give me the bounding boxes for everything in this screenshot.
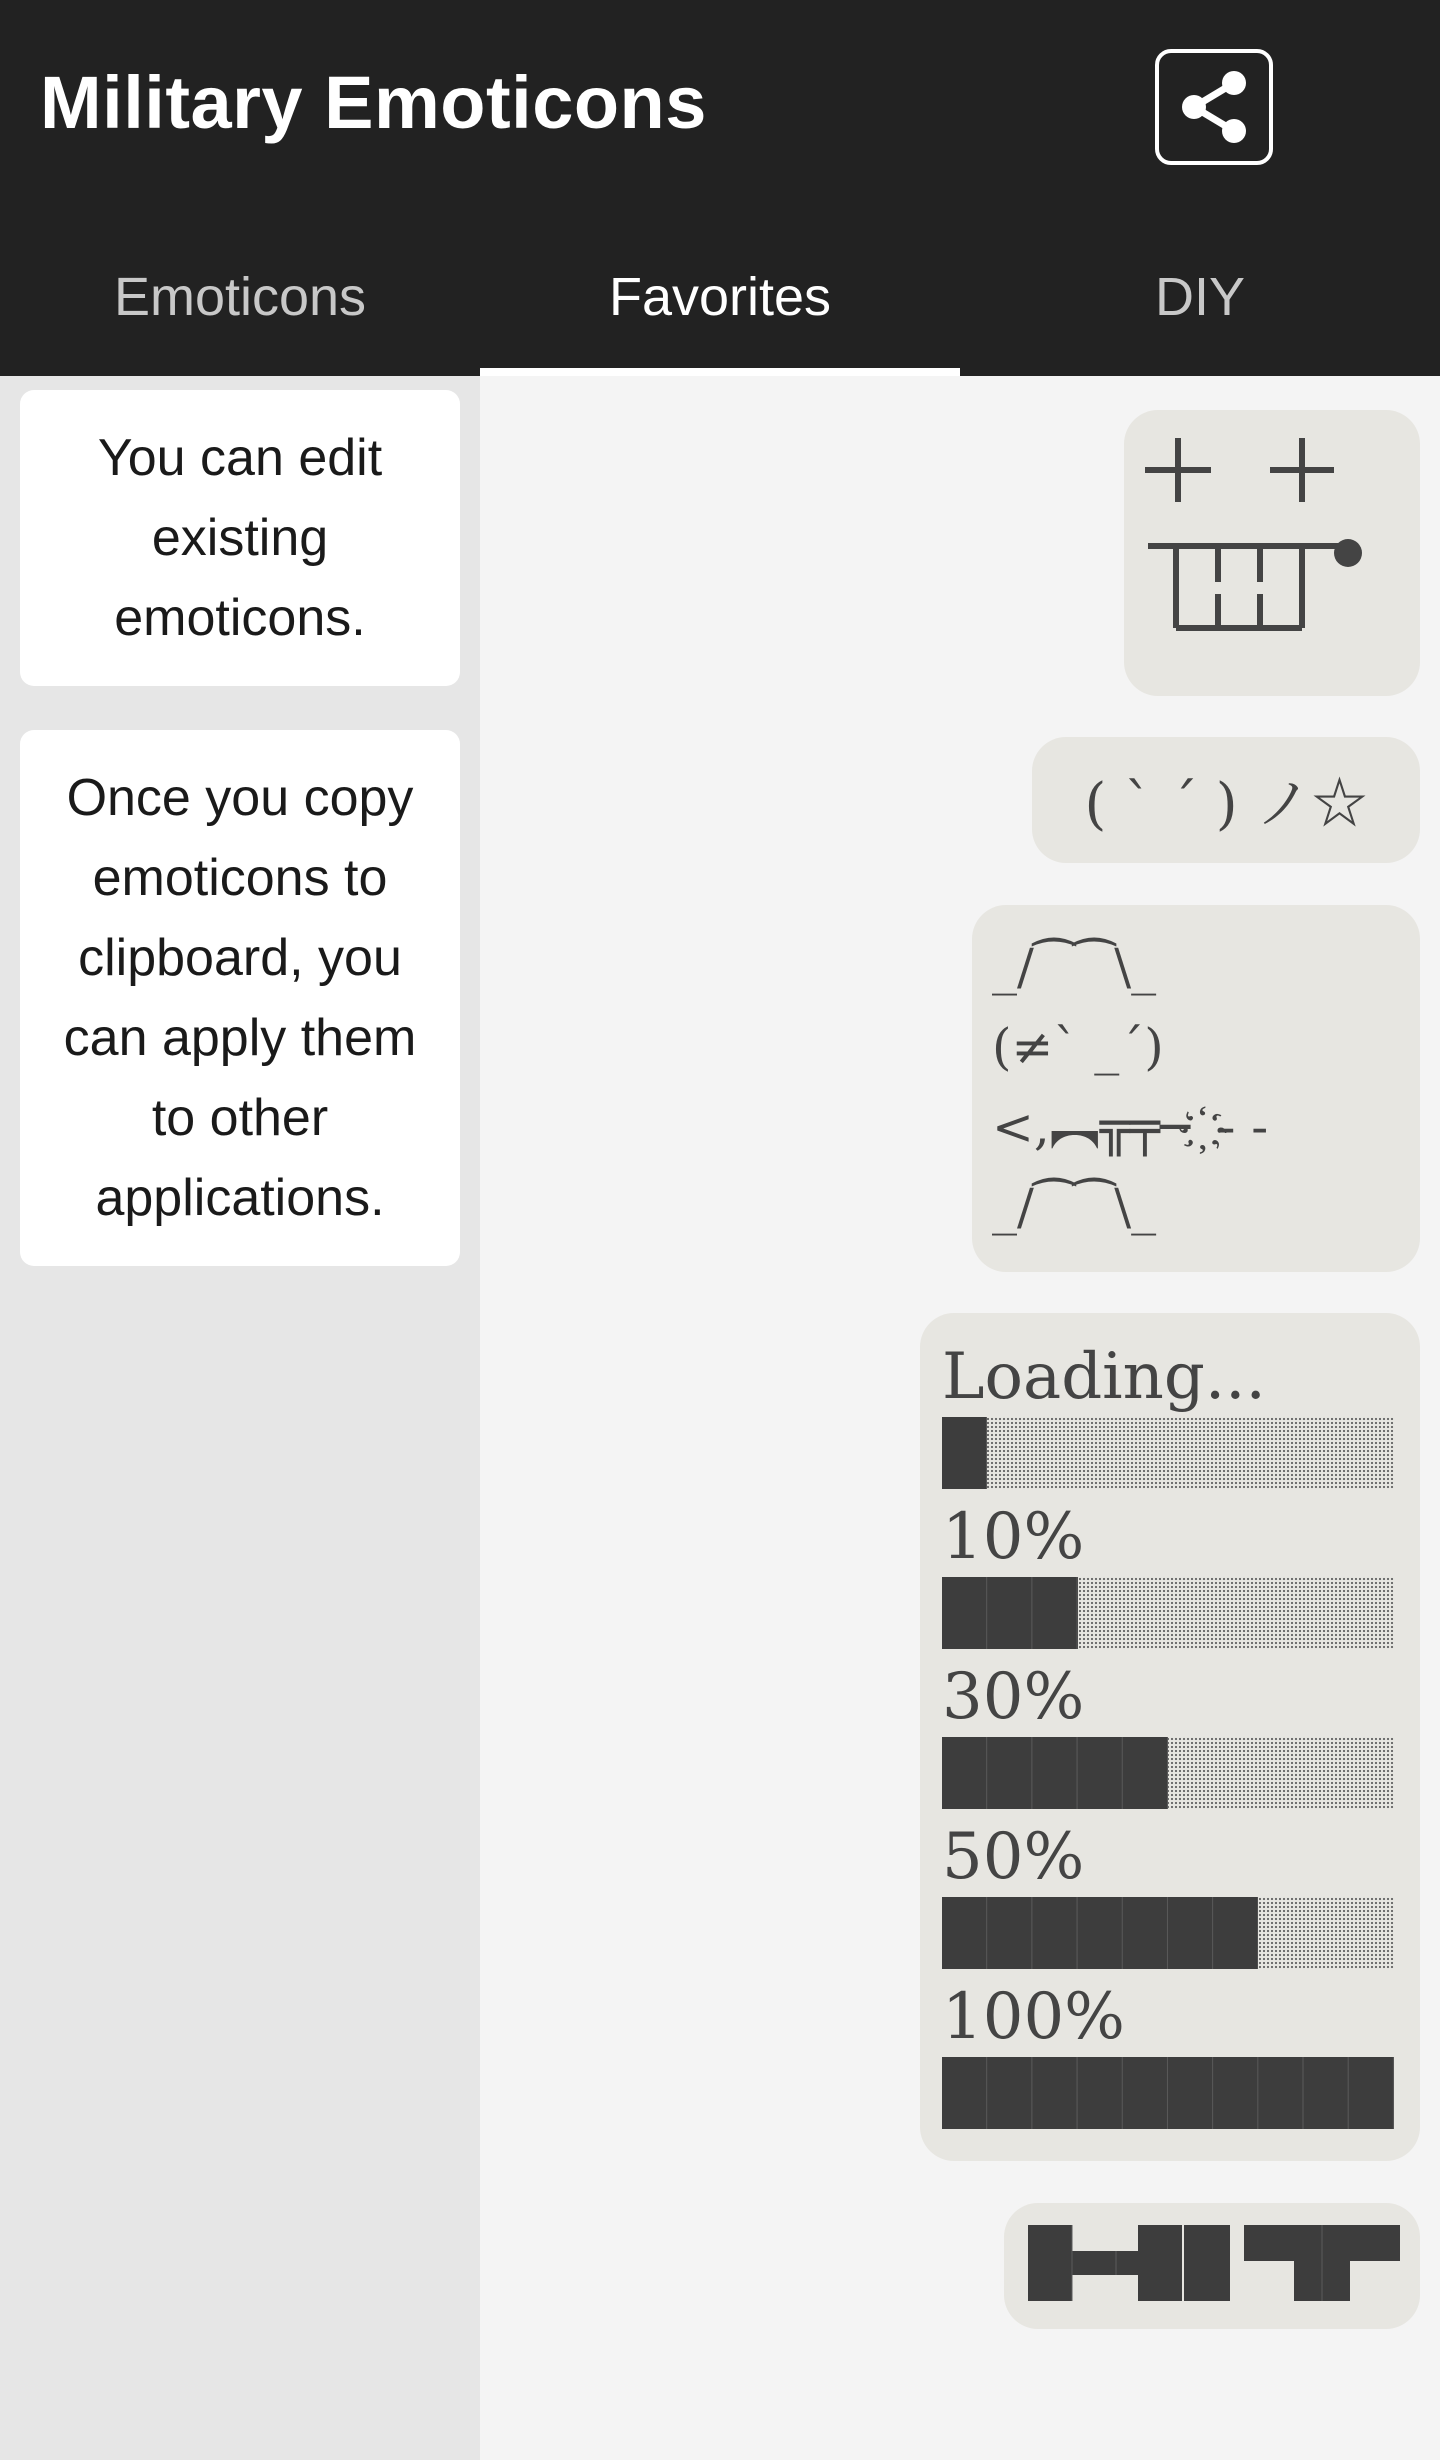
progress-bar bbox=[942, 2057, 1394, 2129]
emoticon-line: _/⁀⁀\_ bbox=[992, 1178, 1157, 1236]
progress-bar bbox=[942, 1417, 1394, 1489]
progress-bar-fill bbox=[942, 1897, 1258, 1969]
progress-label: 100% bbox=[942, 1980, 1125, 2054]
tab-emoticons[interactable]: Emoticons bbox=[113, 267, 367, 327]
app-title: Military Emoticons bbox=[40, 61, 707, 144]
tab-diy[interactable]: DIY bbox=[1154, 267, 1246, 327]
favorite-emoticon-card[interactable] bbox=[920, 1313, 1420, 2161]
emoticon-text: ( ` ´ ) ノ☆ bbox=[1084, 772, 1368, 837]
share-icon bbox=[1174, 67, 1254, 147]
hit-block-letters bbox=[1004, 2203, 1420, 2329]
progress-label: 50% bbox=[942, 1820, 1085, 1894]
favorite-emoticon-card[interactable] bbox=[1032, 737, 1420, 863]
progress-bar-fill bbox=[942, 1577, 1078, 1649]
tip-card-edit: You can edit existing emoticons. bbox=[20, 390, 460, 686]
progress-bar-fill bbox=[942, 1417, 987, 1489]
progress-bar bbox=[942, 1897, 1394, 1969]
share-button[interactable] bbox=[1155, 49, 1273, 165]
progress-label: 10% bbox=[942, 1500, 1085, 1574]
emoticon-line: (≠` _´) bbox=[992, 1018, 1164, 1076]
emoticon-line: <,︻╦╤─ ҉ - - bbox=[992, 1098, 1269, 1156]
favorite-emoticon-card[interactable] bbox=[1124, 410, 1420, 696]
progress-bar bbox=[942, 1577, 1394, 1649]
loading-title: Loading... bbox=[942, 1340, 1266, 1414]
emoticon-line: _/⁀⁀\_ bbox=[992, 938, 1157, 996]
progress-bar bbox=[942, 1737, 1394, 1809]
favorite-emoticon-card[interactable] bbox=[1004, 2203, 1420, 2329]
app-bar bbox=[0, 0, 1440, 218]
tips-pane bbox=[0, 376, 480, 2460]
soldier-face-emoticon bbox=[1124, 410, 1420, 696]
progress-bar-fill bbox=[942, 2057, 1394, 2129]
progress-bar-fill bbox=[942, 1737, 1168, 1809]
tab-favorites[interactable]: Favorites bbox=[608, 267, 832, 327]
tab-bar bbox=[0, 218, 1440, 376]
tip-card-copy: Once you copy emoticons to clipboard, you can apply them to other applications. bbox=[20, 730, 460, 1266]
progress-label: 30% bbox=[942, 1660, 1085, 1734]
favorite-emoticon-card[interactable] bbox=[972, 905, 1420, 1272]
active-tab-indicator bbox=[480, 368, 960, 376]
